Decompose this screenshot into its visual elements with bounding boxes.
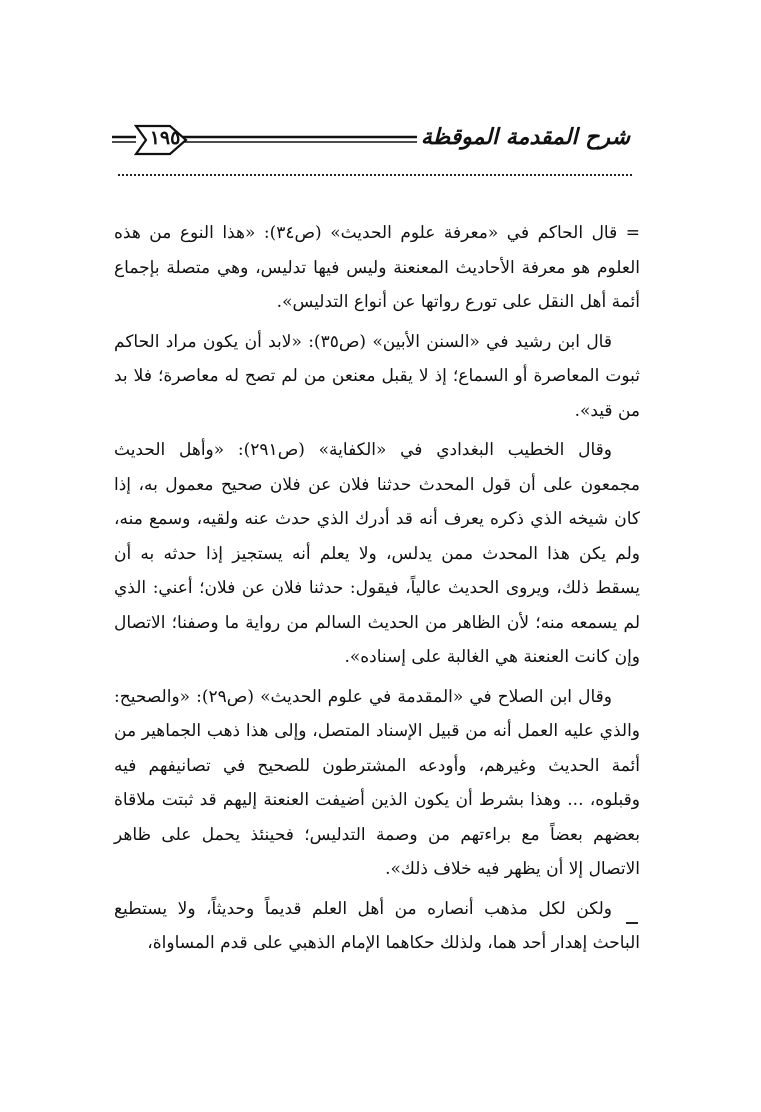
page-number: ١٩٥	[149, 127, 181, 149]
paragraph: = قال الحاكم في «معرفة علوم الحديث» (ص٣٤): «هذا النوع من هذه العلوم هو معرفة الأحاديث المعنعنة وليس فيها تدليس، وهي متصلة بإجماع أئمة أهل النقل على تورع رواتها عن أنواع التدليس».	[114, 223, 640, 312]
page-header	[112, 118, 640, 162]
paragraph: ولكن لكل مذهب أنصاره من أهل العلم قديماً وحديثاً، ولا يستطيع الباحث إهدار أحد هما، ولذلك حكاهما الإمام الذهبي على قدم المساواة،	[114, 898, 640, 953]
paragraph: وقال ابن الصلاح في «المقدمة في علوم الحديث» (ص٢٩): «والصحيح: والذي عليه العمل أنه من قبيل الإسناد المتصل، وإلى هذا ذهب الجماهير من أئمة الحديث وغيرهم، وأودعه المشترطون للصحيح في تصانيفهم فيه وقبلوه، ... وهذا بشرط أن يكون الذين أضيفت العنعنة إليهم قد ثبتت ملاقاة بعضهم بعضاً مع براءتهم من وصمة التدليس؛ فحينئذ يحمل على ظاهر الاتصال إلا أن يظهر فيه خلاف ذلك».	[114, 686, 640, 879]
paragraph: وقال الخطيب البغدادي في «الكفاية» (ص٢٩١): «وأهل الحديث مجمعون على أن قول المحدث حدثنا فلان عن فلان صحيح معمول به، إذا كان شيخه الذي ذكره يعرف أنه قد أدرك الذي حدث عنه ولقيه، وسمع منه، ولم يكن هذا المحدث ممن يدلس، ولا يعلم أنه يستجيز إذا حدثه به أن يسقط ذلك، ويروى الحديث عالياً، فيقول: حدثنا فلان عن فلان؛ أعني: الذي لم يسمعه منه؛ لأن الظاهر من الحديث السالم من رواية ما وصفنا؛ الاتصال وإن كانت العنعنة هي الغالبة على إسناده».	[114, 440, 640, 667]
running-title: شرح المقدمة الموقظة	[417, 122, 634, 152]
body-text	[114, 216, 640, 966]
paragraph: قال ابن رشيد في «السنن الأبين» (ص٣٥): «لابد أن يكون مراد الحاكم ثبوت المعاصرة أو السماع؛ إذ لا يقبل معنعن من لم تصح له معاصرة؛ فلا بد من قيد».	[114, 331, 640, 421]
header-dotted-divider	[118, 174, 632, 176]
footnote-end-mark	[626, 922, 638, 924]
